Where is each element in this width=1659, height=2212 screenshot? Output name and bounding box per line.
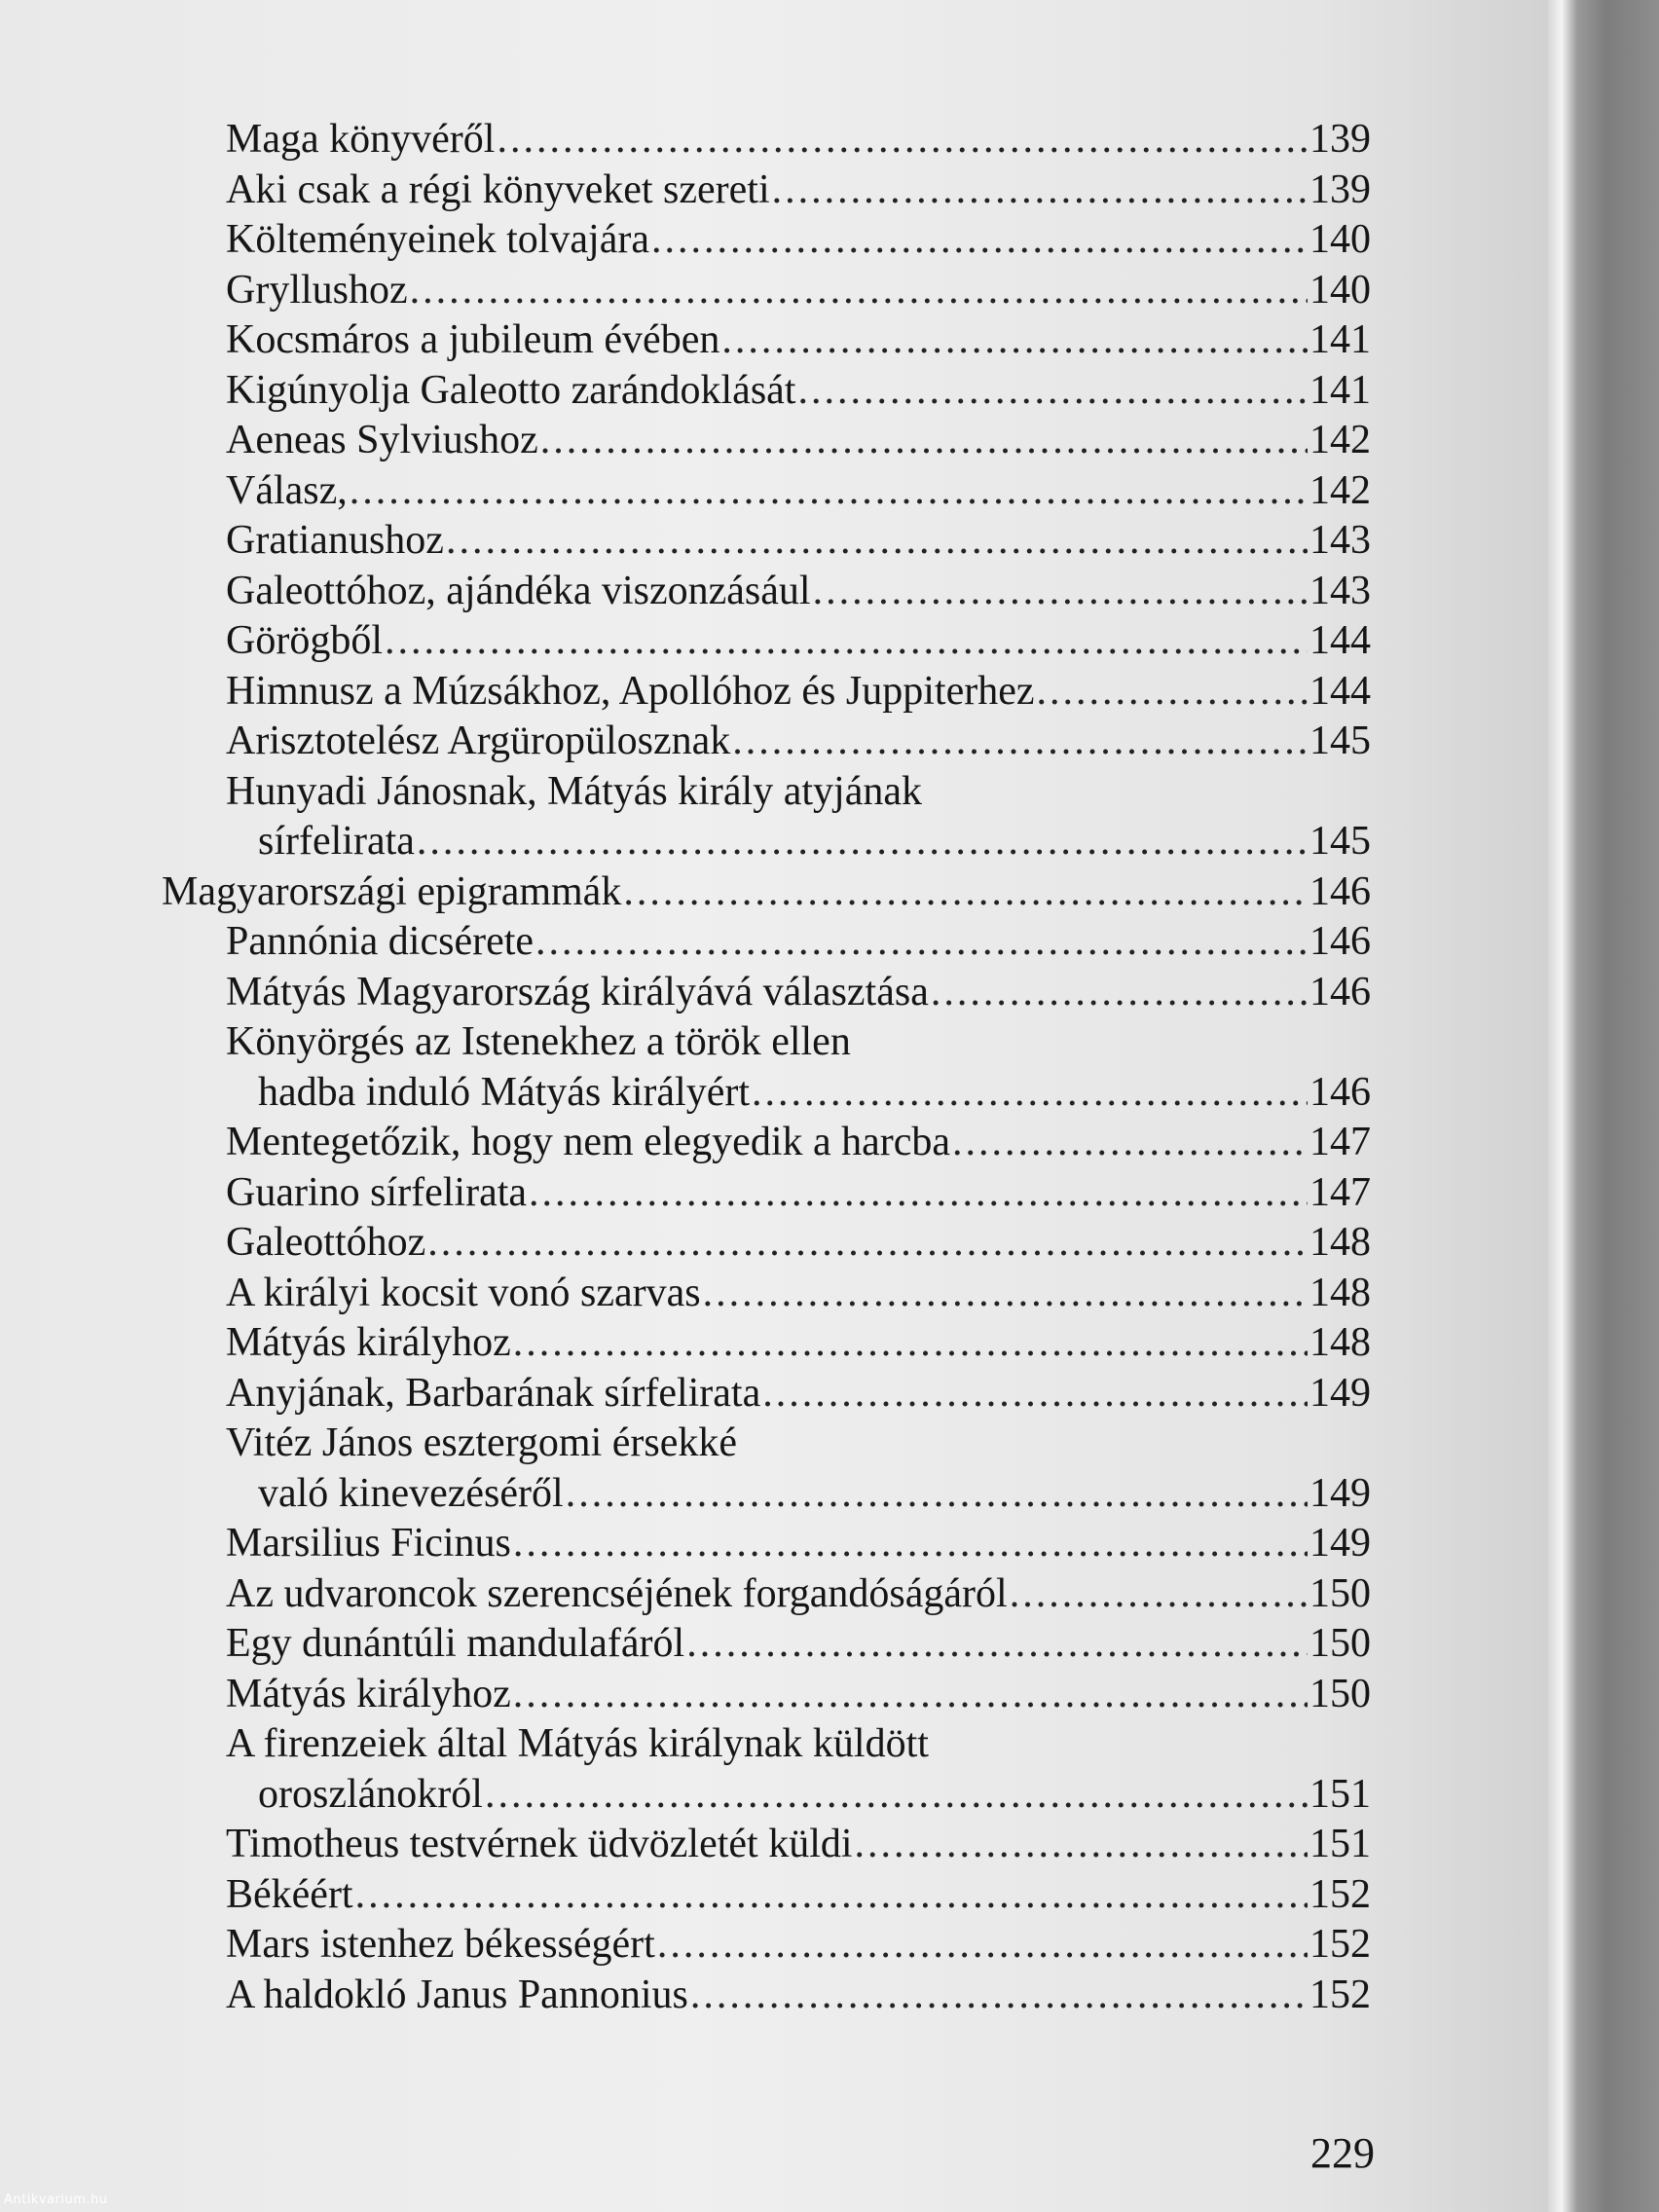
dot-leader: [485, 1770, 1308, 1821]
toc-entry-title-continuation: oroszlánokról: [258, 1771, 483, 1817]
toc-entry-title: A haldokló Janus Pannonius: [226, 1972, 688, 2017]
toc-entry: [0, 1619, 1371, 1670]
toc-entry-page: 141: [1309, 367, 1371, 413]
dot-leader: [657, 1920, 1308, 1971]
toc-entry: [0, 767, 1371, 867]
dot-leader: [513, 1318, 1308, 1369]
toc-entry: [0, 1820, 1371, 1870]
toc-entry-title: Könyörgés az Istenekhez a török ellen: [226, 1019, 851, 1064]
toc-entry-page: 148: [1309, 1220, 1371, 1265]
toc-entry-page: 151: [1309, 1771, 1371, 1817]
dot-leader: [703, 1269, 1308, 1319]
toc-entry-title: Mátyás Magyarország királyává választása: [226, 969, 929, 1014]
toc-entry: [0, 1419, 1371, 1519]
toc-entry-title: Görögből: [226, 618, 383, 663]
toc-entry: [0, 466, 1371, 517]
dot-leader: [855, 1820, 1308, 1870]
toc-entry-title: Gryllushoz: [226, 267, 408, 313]
dot-leader: [752, 1068, 1308, 1119]
toc-entry: [0, 1719, 1371, 1820]
dot-leader: [355, 1870, 1308, 1921]
toc-entry: [0, 516, 1371, 567]
toc-entry-title: Galeottóhoz, ajándéka viszonzásául: [226, 568, 811, 613]
toc-entry-title: Hunyadi Jánosnak, Mátyás király atyjának: [226, 768, 922, 814]
dot-leader: [497, 115, 1308, 166]
toc-entry: [0, 1168, 1371, 1219]
toc-entry-page: 143: [1309, 518, 1371, 563]
toc-entry-title: Arisztotelész Argüropülosznak: [226, 719, 731, 763]
toc-entry-title: Mars istenhez békességért: [226, 1922, 655, 1967]
dot-leader: [797, 366, 1308, 417]
toc-entry-page: 149: [1309, 1470, 1371, 1516]
dot-leader: [513, 1519, 1308, 1569]
toc-entry: [0, 968, 1371, 1018]
toc-entry-title: Pannónia dicsérete: [226, 919, 535, 964]
toc-entry: [0, 1269, 1371, 1319]
toc-entry-title-continuation: sírfelirata: [258, 819, 415, 864]
toc-entry: [0, 667, 1371, 718]
toc-entry-title: Békéért: [226, 1871, 353, 1917]
toc-entry: [0, 717, 1371, 767]
toc-entry-title: Mátyás királyhoz: [226, 1320, 511, 1365]
toc-entry-page: 149: [1309, 1521, 1371, 1566]
toc-entry-title: Aki csak a régi könyveket szereti: [226, 166, 770, 212]
toc-entry: [0, 1369, 1371, 1419]
toc-entry-page: 146: [1309, 919, 1371, 964]
toc-entry-title: Kocsmáros a jubileum évében: [226, 317, 720, 362]
toc-entry: [0, 616, 1371, 667]
toc-entry-page: 151: [1309, 1822, 1371, 1866]
toc-entry-page: 146: [1309, 1069, 1371, 1115]
toc-entry: [0, 1920, 1371, 1971]
toc-entry-title: Vitéz János esztergomi érsekké: [226, 1420, 738, 1465]
dot-leader: [385, 616, 1308, 667]
toc-entry-page: 152: [1309, 1972, 1371, 2017]
dot-leader: [350, 466, 1308, 517]
dot-leader: [529, 1168, 1308, 1219]
dot-leader: [446, 516, 1308, 567]
dot-leader: [813, 567, 1308, 617]
dot-leader: [732, 717, 1308, 767]
toc-entry-title: Galeottóhoz: [226, 1220, 426, 1265]
toc-entry-page: 145: [1309, 819, 1371, 864]
toc-entry: [0, 1569, 1371, 1620]
toc-entry-page: 139: [1309, 117, 1371, 162]
toc-entry-page: 150: [1309, 1621, 1371, 1666]
toc-entry-title: Költeményeinek tolvajára: [226, 217, 649, 262]
toc-entry-page: 146: [1309, 868, 1371, 914]
table-of-contents: [0, 115, 1548, 2020]
toc-entry-page: 146: [1309, 969, 1371, 1014]
dot-leader: [686, 1619, 1308, 1670]
toc-entry-title-continuation: hadba induló Mátyás királyért: [258, 1069, 751, 1115]
toc-entry: [0, 1971, 1371, 2021]
toc-entry-page: 141: [1309, 317, 1371, 362]
toc-entry: [0, 1017, 1371, 1118]
toc-entry-page: 150: [1309, 1570, 1371, 1616]
toc-entry-page: 139: [1309, 166, 1371, 212]
toc-entry-title: Gratianushoz: [226, 518, 444, 563]
toc-entry: [0, 366, 1371, 417]
dot-leader: [566, 1469, 1308, 1520]
toc-entry-title-continuation: való kinevezéséről: [258, 1470, 564, 1516]
toc-entry: [0, 1118, 1371, 1168]
toc-entry: [0, 1218, 1371, 1269]
dot-leader: [427, 1218, 1308, 1269]
toc-entry-title: Aeneas Sylviushoz: [226, 418, 538, 462]
dot-leader: [540, 416, 1308, 466]
dot-leader: [513, 1670, 1308, 1720]
toc-entry: [0, 1519, 1371, 1569]
toc-entry-title: Mentegetőzik, hogy nem elegyedik a harcba: [226, 1120, 951, 1164]
toc-entry-page: 140: [1309, 267, 1371, 313]
toc-entry-title: A királyi kocsit vonó szarvas: [226, 1270, 701, 1315]
toc-entry-page: 148: [1309, 1270, 1371, 1315]
toc-entry: [0, 115, 1371, 166]
toc-entry: [0, 166, 1371, 216]
toc-entry: [0, 1870, 1371, 1921]
dot-leader: [690, 1971, 1308, 2021]
toc-entry-page: 144: [1309, 618, 1371, 663]
toc-entry-page: 152: [1309, 1922, 1371, 1967]
toc-entry-title: Válasz,: [226, 467, 348, 513]
toc-entry-title: Az udvaroncok szerencséjének forgandóságáról: [226, 1570, 1008, 1616]
toc-entry-page: 145: [1309, 719, 1371, 763]
dot-leader: [952, 1118, 1308, 1168]
dot-leader: [772, 166, 1308, 216]
dot-leader: [417, 817, 1308, 867]
toc-entry: [0, 266, 1371, 316]
toc-entry-title: Egy dunántúli mandulafáról: [226, 1621, 685, 1666]
toc-entry-title: Kigúnyolja Galeotto zarándoklását: [226, 367, 796, 413]
toc-entry: [0, 416, 1371, 466]
page-edge: [1548, 0, 1659, 2212]
toc-entry-page: 147: [1309, 1120, 1371, 1164]
toc-entry: [0, 1670, 1371, 1720]
dot-leader: [410, 266, 1308, 316]
dot-leader: [721, 315, 1308, 366]
toc-entry: [0, 1318, 1371, 1369]
toc-entry-title: Magyarországi epigrammák: [162, 868, 622, 914]
toc-entry-title: Marsilius Ficinus: [226, 1521, 511, 1566]
toc-entry-page: 150: [1309, 1671, 1371, 1716]
dot-leader: [535, 917, 1308, 968]
toc-entry: [0, 567, 1371, 617]
toc-entry-page: 140: [1309, 217, 1371, 262]
toc-entry-page: 148: [1309, 1320, 1371, 1365]
toc-entry-page: 149: [1309, 1370, 1371, 1416]
toc-entry: [0, 867, 1371, 918]
toc-entry-page: 152: [1309, 1871, 1371, 1917]
toc-entry: [0, 917, 1371, 968]
dot-leader: [931, 968, 1308, 1018]
toc-entry-title: Timotheus testvérnek üdvözletét küldi: [226, 1822, 853, 1866]
toc-entry-title: A firenzeiek által Mátyás királynak küldött: [226, 1721, 929, 1766]
toc-entry: [0, 215, 1371, 266]
toc-entry-page: 142: [1309, 467, 1371, 513]
dot-leader: [762, 1369, 1308, 1419]
toc-entry-page: 142: [1309, 418, 1371, 462]
toc-entry-title: Guarino sírfelirata: [226, 1169, 528, 1215]
page-number: 229: [1310, 2129, 1375, 2177]
toc-entry-page: 144: [1309, 668, 1371, 714]
dot-leader: [1010, 1569, 1308, 1620]
toc-entry-title: Anyjának, Barbarának sírfelirata: [226, 1370, 761, 1416]
dot-leader: [623, 867, 1308, 918]
toc-entry-title: Maga könyvéről: [226, 117, 496, 162]
toc-entry-page: 143: [1309, 568, 1371, 613]
dot-leader: [651, 215, 1308, 266]
watermark: Antikvarium.hu: [4, 2193, 108, 2207]
toc-entry: [0, 315, 1371, 366]
toc-entry-title: Mátyás királyhoz: [226, 1671, 511, 1716]
toc-entry-title: Himnusz a Múzsákhoz, Apollóhoz és Juppiterhez: [226, 668, 1035, 714]
dot-leader: [1036, 667, 1308, 718]
toc-entry-page: 147: [1309, 1169, 1371, 1215]
